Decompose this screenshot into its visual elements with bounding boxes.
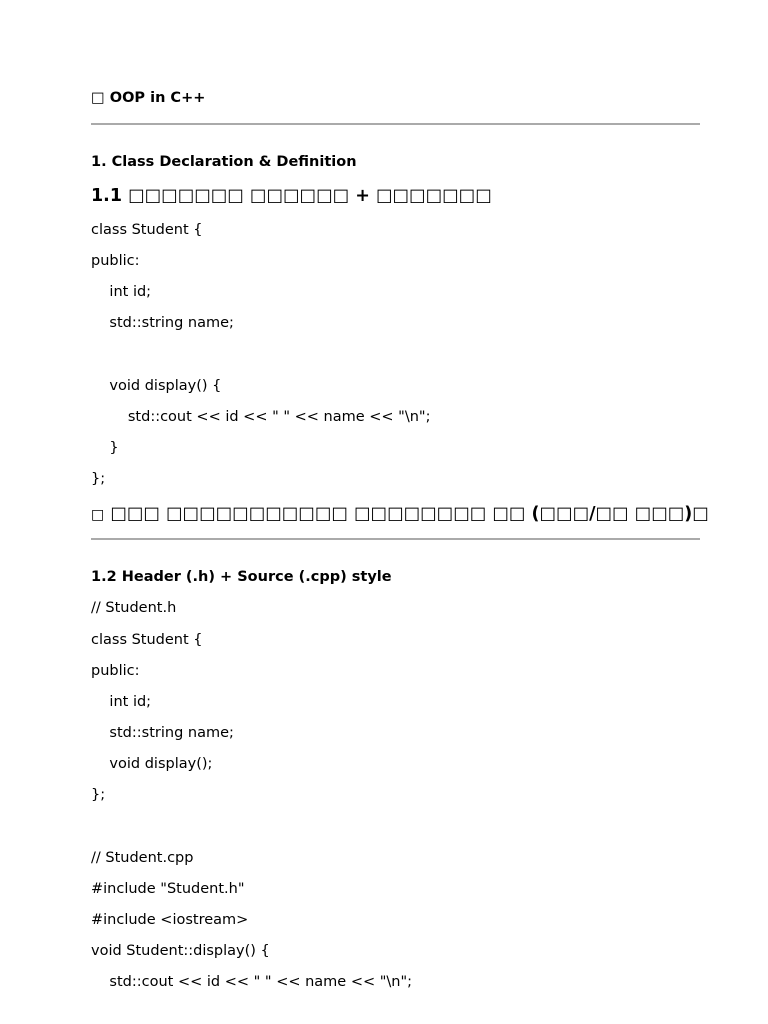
code-line: std::string name; xyxy=(91,725,234,741)
code-line: std::string name; xyxy=(91,315,234,331)
section-1-note xyxy=(91,504,709,524)
code-line: void display(); xyxy=(91,756,213,772)
section-1-2-heading: 1.2 Header (.h) + Source (.cpp) style xyxy=(91,569,392,585)
code-line: class Student { xyxy=(91,632,203,648)
code-line: public: xyxy=(91,663,140,679)
title-divider xyxy=(91,123,700,125)
section-1-heading: 1. Class Declaration & Definition xyxy=(91,154,357,170)
code-line: class Student { xyxy=(91,222,203,238)
code-line: public: xyxy=(91,253,140,269)
code-line: void display() { xyxy=(91,378,222,394)
code-line: int id; xyxy=(91,284,152,300)
code-line: #include "Student.h" xyxy=(91,881,245,897)
title-text: OOP in C++ xyxy=(109,90,206,106)
section-divider xyxy=(91,538,700,540)
code-line: }; xyxy=(91,471,106,487)
code-line: void Student::display() { xyxy=(91,943,270,959)
code-line: // Student.h xyxy=(91,600,177,616)
code-line: std::cout << id << " " << name << "\n"; xyxy=(91,409,431,425)
code-line: #include <iostream> xyxy=(91,912,249,928)
title-icon: □ xyxy=(91,90,105,106)
code-line: }; xyxy=(91,787,106,803)
code-line: // Student.cpp xyxy=(91,850,194,866)
code-line: std::cout << id << " " << name << "\n"; xyxy=(91,974,413,990)
note-text: □□□ □□□□□□□□□□□ □□□□□□□□ □□ (□□□/□□ □□□)□ xyxy=(110,504,709,524)
page-title xyxy=(91,90,205,106)
code-line: } xyxy=(91,440,119,456)
section-1-1-heading: 1.1 □□□□□□□ □□□□□□ + □□□□□□□ xyxy=(91,186,492,206)
note-icon: □ xyxy=(91,507,105,523)
code-line: int id; xyxy=(91,694,152,710)
